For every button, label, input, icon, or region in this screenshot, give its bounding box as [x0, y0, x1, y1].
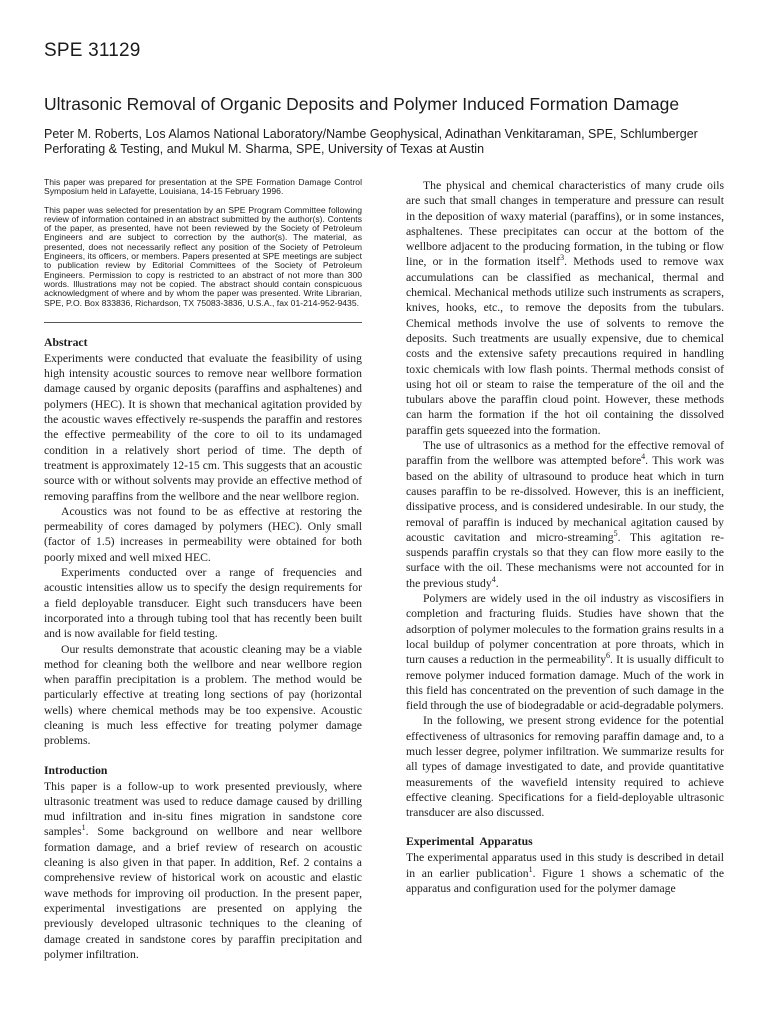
- reference-marker: 4: [491, 574, 496, 584]
- apparatus-heading: Experimental Apparatus: [406, 835, 533, 849]
- abstract-heading: Abstract: [44, 335, 88, 349]
- abstract-paragraph: Acoustics was not found to be as effective at restoring the permeability of cores damaged by polymers (HEC). Only small (factor of 1.5) increases in permeability were obtained for both poorly mixed and well mixed HEC.: [44, 504, 362, 564]
- author-list: [44, 127, 764, 157]
- apparatus-paragraph: The experimental apparatus used in this study is described in detail in an earlier publication$^1$. Figure 1 shows a schematic of the apparatus and configuration used for the polymer damage: [406, 851, 725, 896]
- notice-divider: [44, 322, 362, 323]
- copyright-notice: This paper was selected for presentation by an SPE Program Committee following review of information contained in an abstract submitted by the author(s). Contents of the paper, as presented, have not been reviewed by the Society of Petroleum Engineers and are subject to correction by the author(s). The material, as presented, does not necessarily reflect any position of the Society of Petroleum Engineers, its officers, or members. Papers presented at SPE meetings are subject to publication review by Editorial Committees of the Society of Petroleum Engineers. Permission to copy is restricted to an abstract of not more than 300 words. Illustrations may not be copied. The abstract should contain conspicuous acknowledgment of where and by whom the paper was presented. Write Librarian, SPE, P.O. Box 833836, Richardson, TX 75083-3836, U.S.A., fax 01-214-952-9435.: [44, 204, 362, 308]
- presentation-notice: This paper was prepared for presentation at the SPE Formation Damage Control Symposium held in Lafayette, Louisiana, 14-15 February 1996.: [44, 177, 362, 197]
- paper-title: Ultrasonic Removal of Organic Deposits and Polymer Induced Formation Damage: [44, 94, 680, 114]
- left-column: [44, 178, 362, 962]
- introduction-paragraph: The use of ultrasonics as a method for the effective removal of paraffin from the wellbore was attempted before$^4$. This work was based on the ability of ultrasound to produce heat which in turn causes paraffin to be re-dissolved. However, this is an inefficient, dissipative process, and is considered undesirable. In our study, the removal of paraffin is induced by mechanical agitation caused by acoustic cavitation and micro-streaming$^5$. This agitation re-suspends paraffin crystals so that they can flow more easily to the surface with the oil. These mechanisms were not accounted for in the previous study$^4$.: [406, 439, 725, 590]
- introduction-paragraph: This paper is a follow-up to work presented previously, where ultrasonic treatment was used to reduce damage caused by drilling mud infiltration and in-situ fines migration in sandstone core samples$^1$. Some background on wellbore and near wellbore formation damage, and a brief review of research on acoustic cleaning is also given in that paper. In addition, Ref. 2 contains a comprehensive review of historical work on acoustic and elastic wave methods for improving oil production. In the present paper, experimental investigations are presented on applying the previously developed ultrasonic techniques to the cleaning of damage created in sandstone cores by paraffin precipitation and polymer infiltration.: [44, 779, 362, 961]
- paper-number: SPE 31129: [44, 40, 141, 61]
- author-line: Perforating & Testing, and Mukul M. Sharma, SPE, University of Texas at Austin: [44, 142, 485, 156]
- reference-marker: 6: [606, 651, 611, 661]
- reference-marker: 1: [528, 864, 533, 874]
- author-line: Peter M. Roberts, Los Alamos National Laboratory/Nambe Geophysical, Adinathan Venkitaraman, SPE, Schlumberger: [44, 127, 698, 141]
- reference-marker: 3: [560, 253, 565, 263]
- reference-marker: 4: [641, 452, 646, 462]
- reference-marker: 5: [613, 528, 618, 538]
- introduction-heading: Introduction: [44, 763, 108, 777]
- introduction-paragraph: In the following, we present strong evidence for the potential effectiveness of ultrasonics for removing paraffin damage and, to a much lesser degree, polymer infiltration. We summarize results for all types of damage investigated to date, and provide quantitative measurements of the wavefield intensity required to achieve effective cleaning. Specifications for a field-deployable ultrasonic transducer are also discussed.: [406, 714, 724, 820]
- abstract-paragraph: Experiments were conducted that evaluate the feasibility of using high intensity acoustic sources to remove near wellbore formation damage caused by organic deposits (paraffins and asphaltenes) and polymers (HEC). It is shown that mechanical agitation provided by the acoustic waves effectively re-suspends the paraffin and restores the effective permeability of the core to oil to its undamaged condition in a relatively short period of time. The depth of treatment is approximately 12-15 cm. This suggests that an acoustic source with or without solvents may provide an effective method of removing paraffins from the wellbore and the near wellbore region.: [44, 351, 362, 503]
- abstract-paragraph: Our results demonstrate that acoustic cleaning may be a viable method for cleaning both the wellbore and near wellbore region when paraffin precipitation is a problem. The method would be particularly effective at treating long sections of pay (horizontal wells) where chemical methods may be too expensive. Acoustic cleaning is much less effective for treating polymer damage problems.: [44, 642, 362, 748]
- right-column: [406, 178, 724, 896]
- reference-marker: 1: [81, 823, 86, 833]
- abstract-paragraph: Experiments conducted over a range of frequencies and acoustic intensities allow us to specify the design requirements for a field deployable transducer. Eight such transducers have been incorporated into a through tubing tool that has recently been built and is now available for field testing.: [44, 566, 362, 641]
- introduction-paragraph: The physical and chemical characteristics of many crude oils are such that small changes in temperature and pressure can result in the deposition of waxy material (paraffins), or in some instances, asphaltenes. These precipitates can occur at the bottom of the wellbore adjacent to the producing formation, in the tubing or flow line, or in the formation itself$^3$. Methods used to remove wax accumulations can be classified as mechanical, thermal and chemical. Mechanical methods utilize such instruments as scrapers, knives, hooks, etc., to remove the deposits from the tubulars. Chemical methods involve the use of solvents to remove the deposits. Such treatments are usually expensive, due to chemical costs and the extensive safety precautions required in handling toxic chemicals with low flash points. Thermal methods consist of using hot oil or steam to raise the temperature of the oil and the tubulars above the paraffin cloud point. However, these methods can harm the formation if the hot oil containing the dissolved paraffin gets squeezed into the formation.: [406, 179, 724, 437]
- introduction-paragraph: Polymers are widely used in the oil industry as viscosifiers in completion and fracturing fluids. Studies have shown that the adsorption of polymer molecules to the formation grains results in a local buildup of polymer concentration at pore throats, which in turn causes a reduction in the permeability$^6$. It is usually difficult to remove polymer induced formation damage. Much of the work in this field has concentrated on the prevention of such damage in the field through the use of biodegradable or acid-degradable polymers.: [406, 592, 724, 713]
